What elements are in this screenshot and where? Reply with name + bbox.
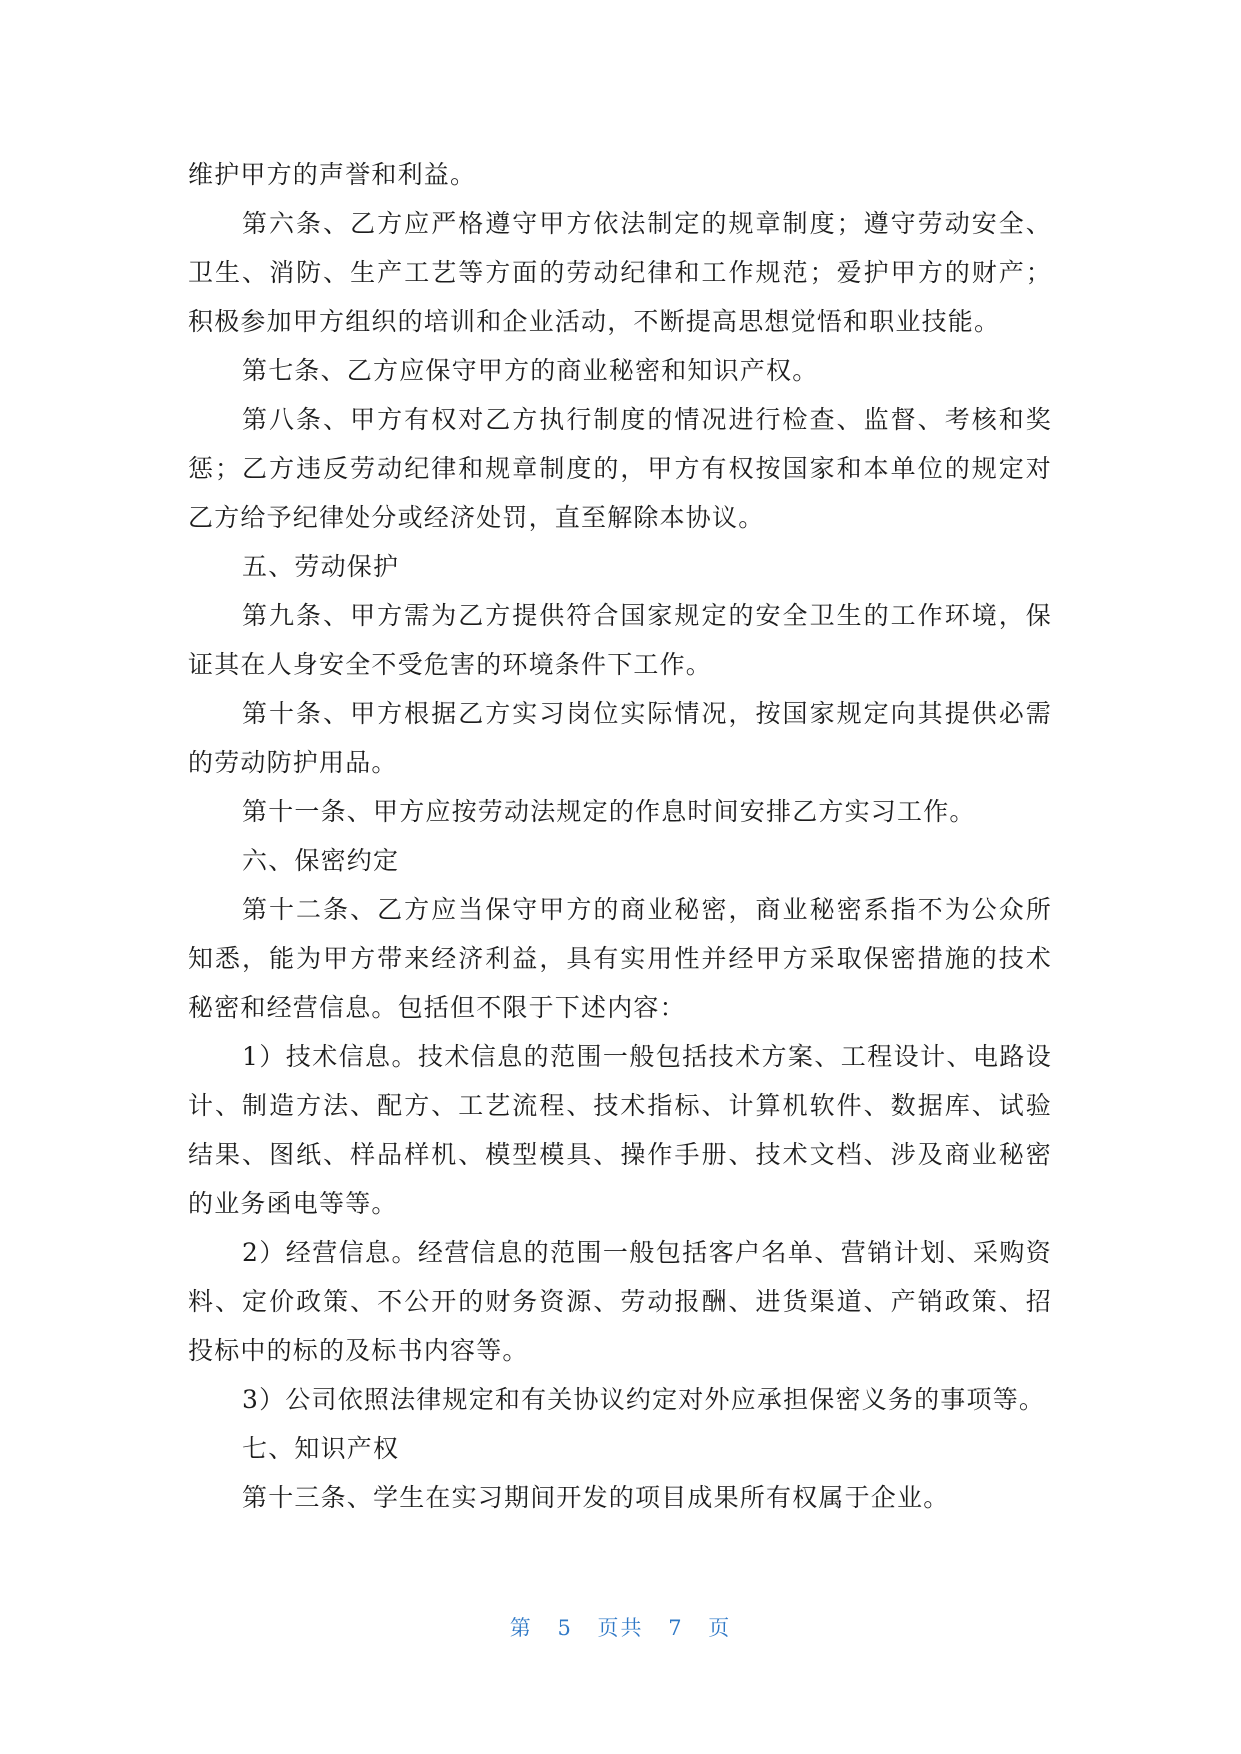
footer-middle: 页共 [597,1616,644,1640]
paragraph-article-8: 第八条、甲方有权对乙方执行制度的情况进行检查、监督、考核和奖惩；乙方违反劳动纪律和规章制度的，甲方有权按国家和本单位的规定对乙方给予纪律处分或经济处罚，直至解除本协议。 [188,405,1052,532]
footer-prefix: 第 [509,1616,533,1640]
footer-current-page: 5 [557,1616,573,1640]
paragraph-0: 维护甲方的声誉和利益。 [188,160,477,189]
page-footer [0,1612,1241,1642]
paragraph-article-7: 第七条、乙方应保守甲方的商业秘密和知识产权。 [242,356,819,385]
paragraph-article-10: 第十条、甲方根据乙方实习岗位实际情况，按国家规定向其提供必需的劳动防护用品。 [188,699,1052,777]
list-item-legal-obligations: 3）公司依照法律规定和有关协议约定对外应承担保密义务的事项等。 [242,1385,1046,1414]
footer-total-pages: 7 [668,1616,684,1640]
list-item-business-info: 2）经营信息。经营信息的范围一般包括客户名单、营销计划、采购资料、定价政策、不公开的财务资源、劳动报酬、进货渠道、产销政策、招投标中的标的及标书内容等。 [188,1238,1052,1365]
paragraph-article-13: 第十三条、学生在实习期间开发的项目成果所有权属于企业。 [242,1483,950,1512]
paragraph-article-11: 第十一条、甲方应按劳动法规定的作息时间安排乙方实习工作。 [242,797,976,826]
list-item-technical-info: 1）技术信息。技术信息的范围一般包括技术方案、工程设计、电路设计、制造方法、配方、工艺流程、技术指标、计算机软件、数据库、试验结果、图纸、样品样机、模型模具、操作手册、技术文档、涉及商业秘密的业务函电等等。 [188,1042,1052,1218]
section-heading-labor-protection: 五、劳动保护 [242,552,400,581]
document-body [188,150,1052,1522]
section-heading-confidentiality: 六、保密约定 [242,846,400,875]
paragraph-article-9: 第九条、甲方需为乙方提供符合国家规定的安全卫生的工作环境，保证其在人身安全不受危害的环境条件下工作。 [188,601,1052,679]
footer-suffix: 页 [708,1616,732,1640]
section-heading-intellectual-property: 七、知识产权 [242,1434,400,1463]
paragraph-article-12: 第十二条、乙方应当保守甲方的商业秘密，商业秘密系指不为公众所知悉，能为甲方带来经济利益，具有实用性并经甲方采取保密措施的技术秘密和经营信息。包括但不限于下述内容： [188,895,1052,1022]
paragraph-article-6: 第六条、乙方应严格遵守甲方依法制定的规章制度；遵守劳动安全、卫生、消防、生产工艺等方面的劳动纪律和工作规范；爱护甲方的财产；积极参加甲方组织的培训和企业活动，不断提高思想觉悟和职业技能。 [188,209,1052,336]
